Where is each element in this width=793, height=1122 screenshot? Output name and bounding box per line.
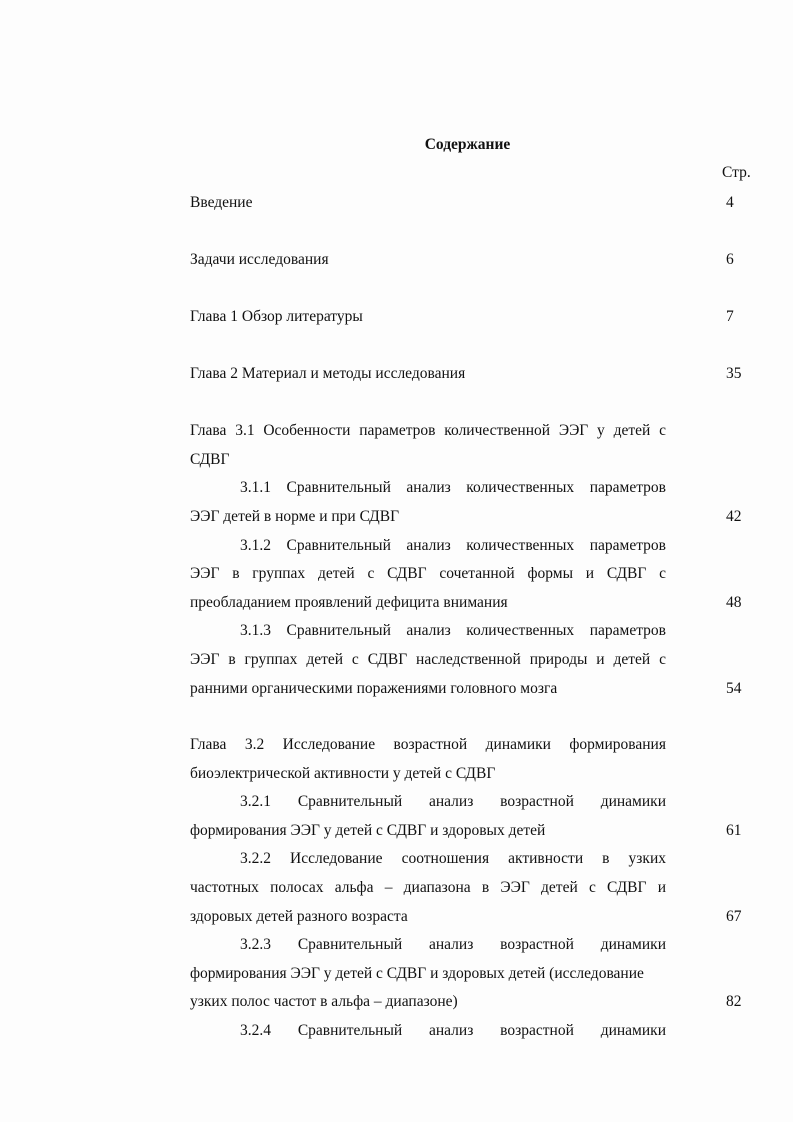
toc-line: узких полос частот в альфа – диапазоне) [190, 993, 458, 1010]
toc-line: 3.1.1 Сравнительный анализ количественных параметров [240, 479, 666, 496]
toc-line: Глава 1 Обзор литературы [190, 308, 363, 325]
toc-page-number: 54 [726, 680, 742, 697]
toc-line: здоровых детей разного возраста [190, 908, 408, 925]
toc-line: 3.1.3 Сравнительный анализ количественных параметров [240, 622, 666, 639]
toc-line: 3.1.2 Сравнительный анализ количественных параметров [240, 537, 666, 554]
toc-line: Глава 2 Материал и методы исследования [190, 365, 466, 382]
toc-line: формирования ЭЭГ у детей с СДВГ и здоровых детей [190, 822, 546, 839]
page-column-header: Стр. [722, 164, 751, 181]
toc-line: Введение [190, 194, 253, 211]
toc-line: преобладанием проявлений дефицита внимания [190, 594, 508, 611]
toc-line: 3.2.1 Сравнительный анализ возрастной динамики [240, 793, 666, 810]
toc-line: Глава 3.1 Особенности параметров количественной ЭЭГ у детей с [190, 422, 666, 439]
toc-line: Глава 3.2 Исследование возрастной динамики формирования [190, 736, 666, 753]
page-title: Содержание [424, 136, 511, 153]
toc-line: 3.2.4 Сравнительный анализ возрастной динамики [240, 1022, 666, 1039]
toc-line: биоэлектрической активности у детей с СДВГ [190, 765, 496, 782]
toc-line: 3.2.2 Исследование соотношения активности в узких [240, 850, 666, 867]
toc-line: 3.2.3 Сравнительный анализ возрастной динамики [240, 936, 666, 953]
toc-page-number: 35 [726, 365, 742, 382]
toc-line: формирования ЭЭГ у детей с СДВГ и здоровых детей (исследование [190, 965, 644, 982]
toc-page-number: 6 [726, 251, 734, 268]
toc-line: Задачи исследования [190, 251, 329, 268]
toc-page-number: 48 [726, 594, 742, 611]
toc-page-number: 82 [726, 993, 742, 1010]
toc-page-number: 4 [726, 194, 734, 211]
toc-line: ЭЭГ детей в норме и при СДВГ [190, 508, 400, 525]
toc-page-number: 42 [726, 508, 742, 525]
toc-page-number: 7 [726, 308, 734, 325]
toc-page-number: 61 [726, 822, 742, 839]
toc-line: частотных полосах альфа – диапазона в ЭЭГ детей с СДВГ и [190, 879, 666, 896]
toc-line: СДВГ [190, 451, 230, 468]
toc-line: ЭЭГ в группах детей с СДВГ наследственной природы и детей с [190, 651, 666, 668]
toc-line: ранними органическими поражениями головного мозга [190, 680, 558, 697]
toc-line: ЭЭГ в группах детей с СДВГ сочетанной формы и СДВГ с [190, 565, 666, 582]
toc-page-number: 67 [726, 908, 742, 925]
